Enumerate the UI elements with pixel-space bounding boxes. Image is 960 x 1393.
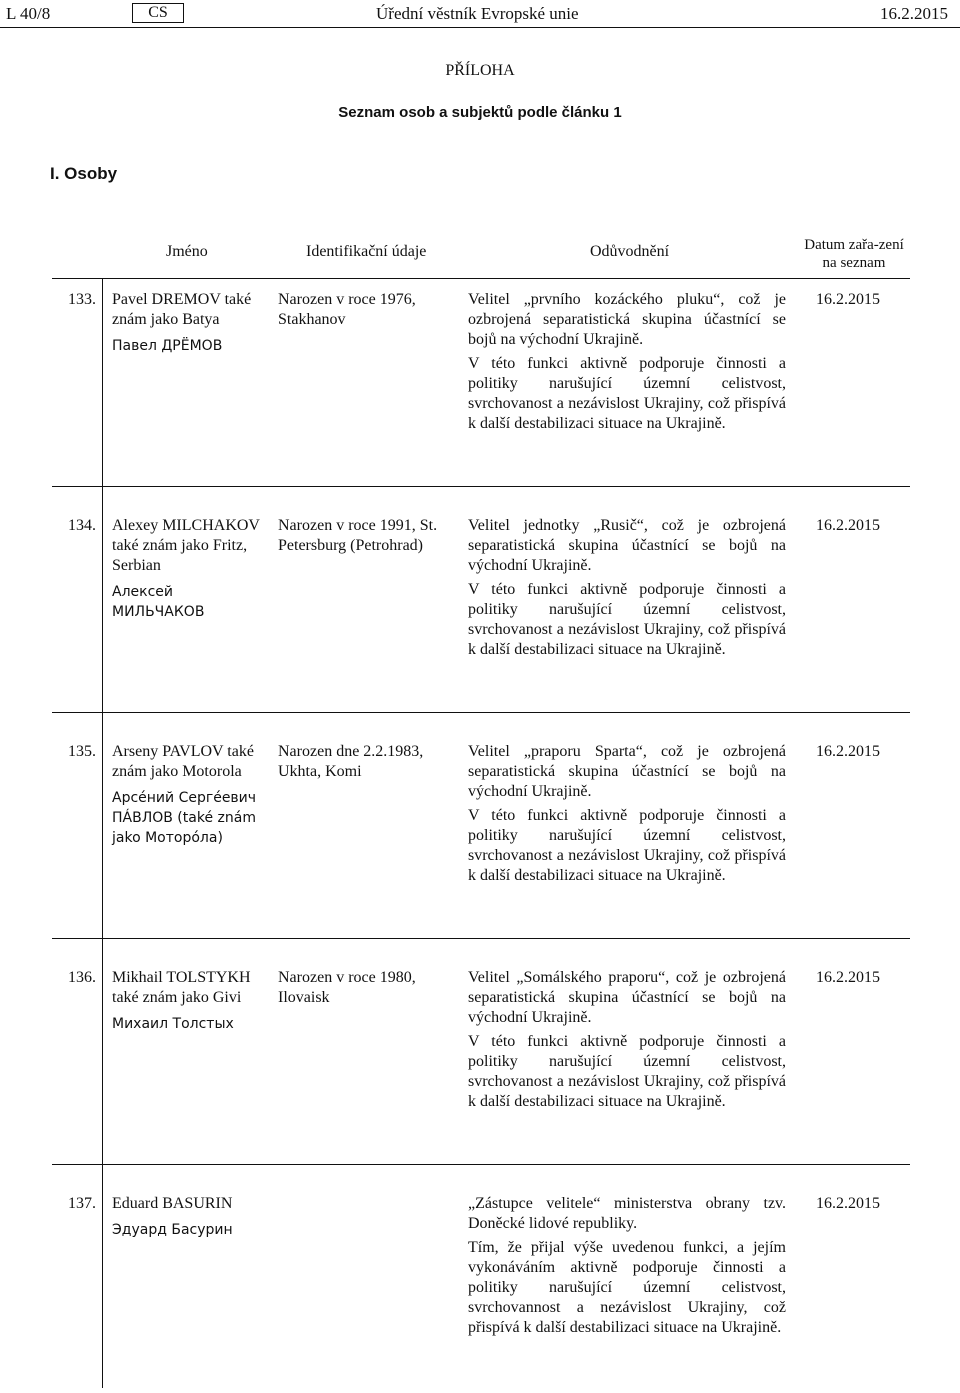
listing-date: 16.2.2015 bbox=[816, 1195, 880, 1212]
column-divider bbox=[102, 278, 103, 486]
reasons bbox=[468, 968, 786, 1112]
reason-paragraph: V této funkci aktivně podporuje činnosti a politiky narušující územní celistvost, svrchovanost a nezávislost Ukrajiny, což přispívá k další destabilizaci situace na Ukrajině. bbox=[468, 355, 786, 432]
listing-date: 16.2.2015 bbox=[816, 969, 880, 986]
annex-title: PŘÍLOHA bbox=[445, 62, 515, 79]
column-header-name: Jméno bbox=[166, 243, 208, 260]
person-name bbox=[112, 968, 262, 1034]
reasons bbox=[468, 742, 786, 886]
reason-paragraph: V této funkci aktivně podporuje činnosti a politiky narušující územní celistvost, svrchovanost a nezávislost Ukrajiny, což přispívá k další destabilizaci situace na Ukrajině. bbox=[468, 807, 786, 884]
page-header bbox=[0, 0, 960, 28]
header-date: 16.2.2015 bbox=[880, 4, 948, 23]
person-name bbox=[112, 742, 262, 848]
row-number: 133. bbox=[68, 291, 96, 308]
column-header-reason: Odůvodnění bbox=[590, 243, 670, 260]
reason-paragraph: V této funkci aktivně podporuje činnosti a politiky narušující územní celistvost, svrchovanost a nezávislost Ukrajiny, což přispívá k další destabilizaci situace na Ukrajině. bbox=[468, 1033, 786, 1110]
journal-title: Úřední věstník Evropské unie bbox=[376, 4, 579, 23]
reasons bbox=[468, 1194, 786, 1338]
document-subtitle: Seznam osob a subjektů podle článku 1 bbox=[338, 104, 622, 121]
column-divider bbox=[102, 712, 103, 938]
person-name bbox=[112, 1194, 262, 1240]
name-cyrillic: Михаил Толстых bbox=[112, 1016, 234, 1032]
person-name bbox=[112, 516, 262, 622]
row-number: 134. bbox=[68, 517, 96, 534]
column-header-id: Identifikační údaje bbox=[306, 243, 427, 260]
reason-paragraph: Velitel „Somálského praporu“, což je ozbrojená separatistická skupina účastnící se bojů na východní Ukrajině. bbox=[468, 969, 786, 1026]
person-name bbox=[112, 290, 262, 356]
name-cyrillic: Алексей МИЛЬЧАКОВ bbox=[112, 584, 205, 620]
row-number: 137. bbox=[68, 1195, 96, 1212]
reasons bbox=[468, 290, 786, 434]
table-rule bbox=[52, 278, 910, 279]
table-rule bbox=[52, 1164, 910, 1165]
listing-date: 16.2.2015 bbox=[816, 517, 880, 534]
name-cyrillic: Эдуард Басурин bbox=[112, 1222, 233, 1238]
section-heading: I. Osoby bbox=[50, 164, 118, 183]
identification: Narozen v roce 1976, Stakhanov bbox=[278, 291, 416, 328]
name-latin: Mikhail TOLSTYKH také znám jako Givi bbox=[112, 969, 251, 1006]
identification: Narozen v roce 1980, Ilovaisk bbox=[278, 969, 416, 1006]
table-rule bbox=[52, 486, 910, 487]
reason-paragraph: Velitel jednotky „Rusič“, což je ozbrojená separatistická skupina účastnící se bojů na východní Ukrajině. bbox=[468, 517, 786, 574]
column-divider bbox=[102, 486, 103, 712]
name-cyrillic: Павел ДРЁМОВ bbox=[112, 338, 223, 354]
header-rule bbox=[0, 27, 960, 28]
row-number: 135. bbox=[68, 743, 96, 760]
identification: Narozen v roce 1991, St. Petersburg (Petrohrad) bbox=[278, 517, 438, 554]
name-latin: Arseny PAVLOV také znám jako Motorola bbox=[112, 743, 254, 780]
row-number: 136. bbox=[68, 969, 96, 986]
reasons bbox=[468, 516, 786, 660]
identification: Narozen dne 2.2.1983, Ukhta, Komi bbox=[278, 743, 424, 780]
listing-date: 16.2.2015 bbox=[816, 743, 880, 760]
name-latin: Pavel DREMOV také znám jako Batya bbox=[112, 291, 252, 328]
reason-paragraph: V této funkci aktivně podporuje činnosti a politiky narušující územní celistvost, svrchovanost a nezávislost Ukrajiny, což přispívá k další destabilizaci situace na Ukrajině. bbox=[468, 581, 786, 658]
column-header-date: Datum zařa-zení na seznam bbox=[804, 237, 904, 271]
name-latin: Alexey MILCHAKOV také znám jako Fritz, Serbian bbox=[112, 517, 260, 574]
page-number: L 40/8 bbox=[6, 4, 51, 23]
table-rule bbox=[52, 938, 910, 939]
name-latin: Eduard BASURIN bbox=[112, 1195, 233, 1212]
listing-date: 16.2.2015 bbox=[816, 291, 880, 308]
table-rule bbox=[52, 712, 910, 713]
reason-paragraph: Velitel „prvního kozáckého pluku“, což je ozbrojená separatistická skupina účastnící se bojů na východní Ukrajině. bbox=[468, 291, 786, 348]
column-divider bbox=[102, 1164, 103, 1388]
column-divider bbox=[102, 938, 103, 1164]
reason-paragraph: „Zástupce velitele“ ministerstva obrany tzv. Doněcké lidové republiky. bbox=[468, 1195, 786, 1232]
name-cyrillic: Арсéний Сергéевич ПÁВЛОВ (také znám jako Моторóла) bbox=[112, 790, 257, 846]
language-badge: CS bbox=[132, 3, 184, 23]
reason-paragraph: Velitel „praporu Sparta“, což je ozbrojená separatistická skupina účastnící se bojů na východní Ukrajině. bbox=[468, 743, 786, 800]
reason-paragraph: Tím, že přijal výše uvedenou funkci, a jejím vykonáváním aktivně podporuje činnosti a politiky narušující územní celistvost, svrchovannost a nezávislost Ukrajiny, což přispívá k další destabilizaci situace na Ukrajině. bbox=[468, 1239, 786, 1336]
